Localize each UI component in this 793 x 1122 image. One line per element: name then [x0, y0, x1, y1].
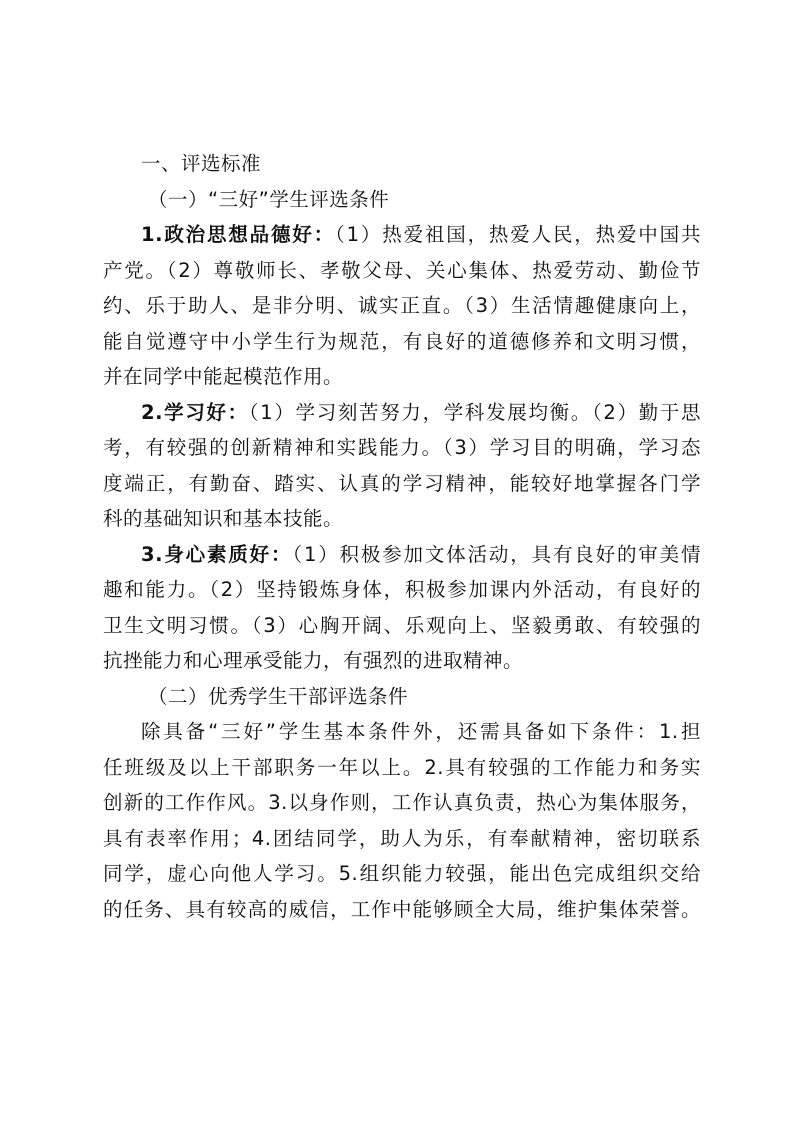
cadre-first-line: 除具备“三好”学生基本条件外，还需具备如下条件：1.担	[141, 720, 701, 743]
item1-line: 产党。（2）尊敬师长、孝敬父母、关心集体、热爱劳动、勤俭节	[103, 258, 701, 282]
item1-first-line	[103, 217, 701, 253]
subsection-heading-three-good-students: （一）“三好”学生评选条件	[148, 187, 390, 211]
item1-line: 能自觉遵守中小学生行为规范，有良好的道德修养和文明习惯，	[103, 329, 701, 353]
cadre-line-last: 的任务、具有较高的威信，工作中能够顾全大局，维护集体荣誉。	[103, 897, 701, 921]
item1-line: 约、乐于助人、是非分明、诚实正直。（3）生活情趣健康向上，	[103, 294, 701, 317]
cadre-line: 具有表率作用；4.团结同学，助人为乐，有奉献精神，密切联系	[103, 826, 701, 850]
item2-line: 考，有较强的创新精神和实践能力。（3）学习目的明确，学习态	[103, 436, 701, 459]
cadre-line: 创新的工作作风。3.以身作则，工作认真负责，热心为集体服务，	[103, 791, 701, 814]
item3-label: 3.身心素质好：	[141, 542, 293, 566]
cadre-line: 同学，虚心向他人学习。5.组织能力较强，能出色完成组织交给	[103, 862, 701, 885]
document-body	[103, 146, 703, 927]
cadre-line: 任班级及以上干部职务一年以上。2.具有较强的工作能力和务实	[103, 755, 701, 779]
item2-label: 2.学习好：	[141, 400, 249, 424]
item3-line: 趣和能力。（2）坚持锻炼身体，积极参加课内外活动，有良好的	[103, 578, 701, 601]
item3-line-last: 抗挫能力和心理承受能力，有强烈的进取精神。	[103, 649, 524, 672]
item1-line-last: 并在同学中能起模范作用。	[103, 365, 344, 388]
item2-first-line	[103, 395, 701, 431]
item2-line: 度端正，有勤奋、踏实、认真的学习精神，能较好地掌握各门学	[103, 471, 701, 495]
item3-text: （1）积极参加文体活动，具有良好的审美情	[292, 542, 701, 566]
item3-line: 卫生文明习惯。（3）心胸开阔、乐观向上、坚毅勇敢、有较强的	[103, 613, 701, 637]
item1-text: （1）热爱祖国，热爱人民，热爱中国共	[335, 223, 701, 246]
subsection-heading-outstanding-cadres: （二）优秀学生干部评选条件	[148, 684, 409, 708]
item1-label: 1.政治思想品德好：	[141, 223, 336, 246]
item2-line-last: 科的基础知识和基本技能。	[103, 507, 344, 530]
item3-first-line	[103, 537, 701, 573]
item2-text: （1）学习刻苦努力，学科发展均衡。（2）勤于思	[248, 400, 701, 424]
section-heading: 一、评选标准	[141, 152, 262, 175]
